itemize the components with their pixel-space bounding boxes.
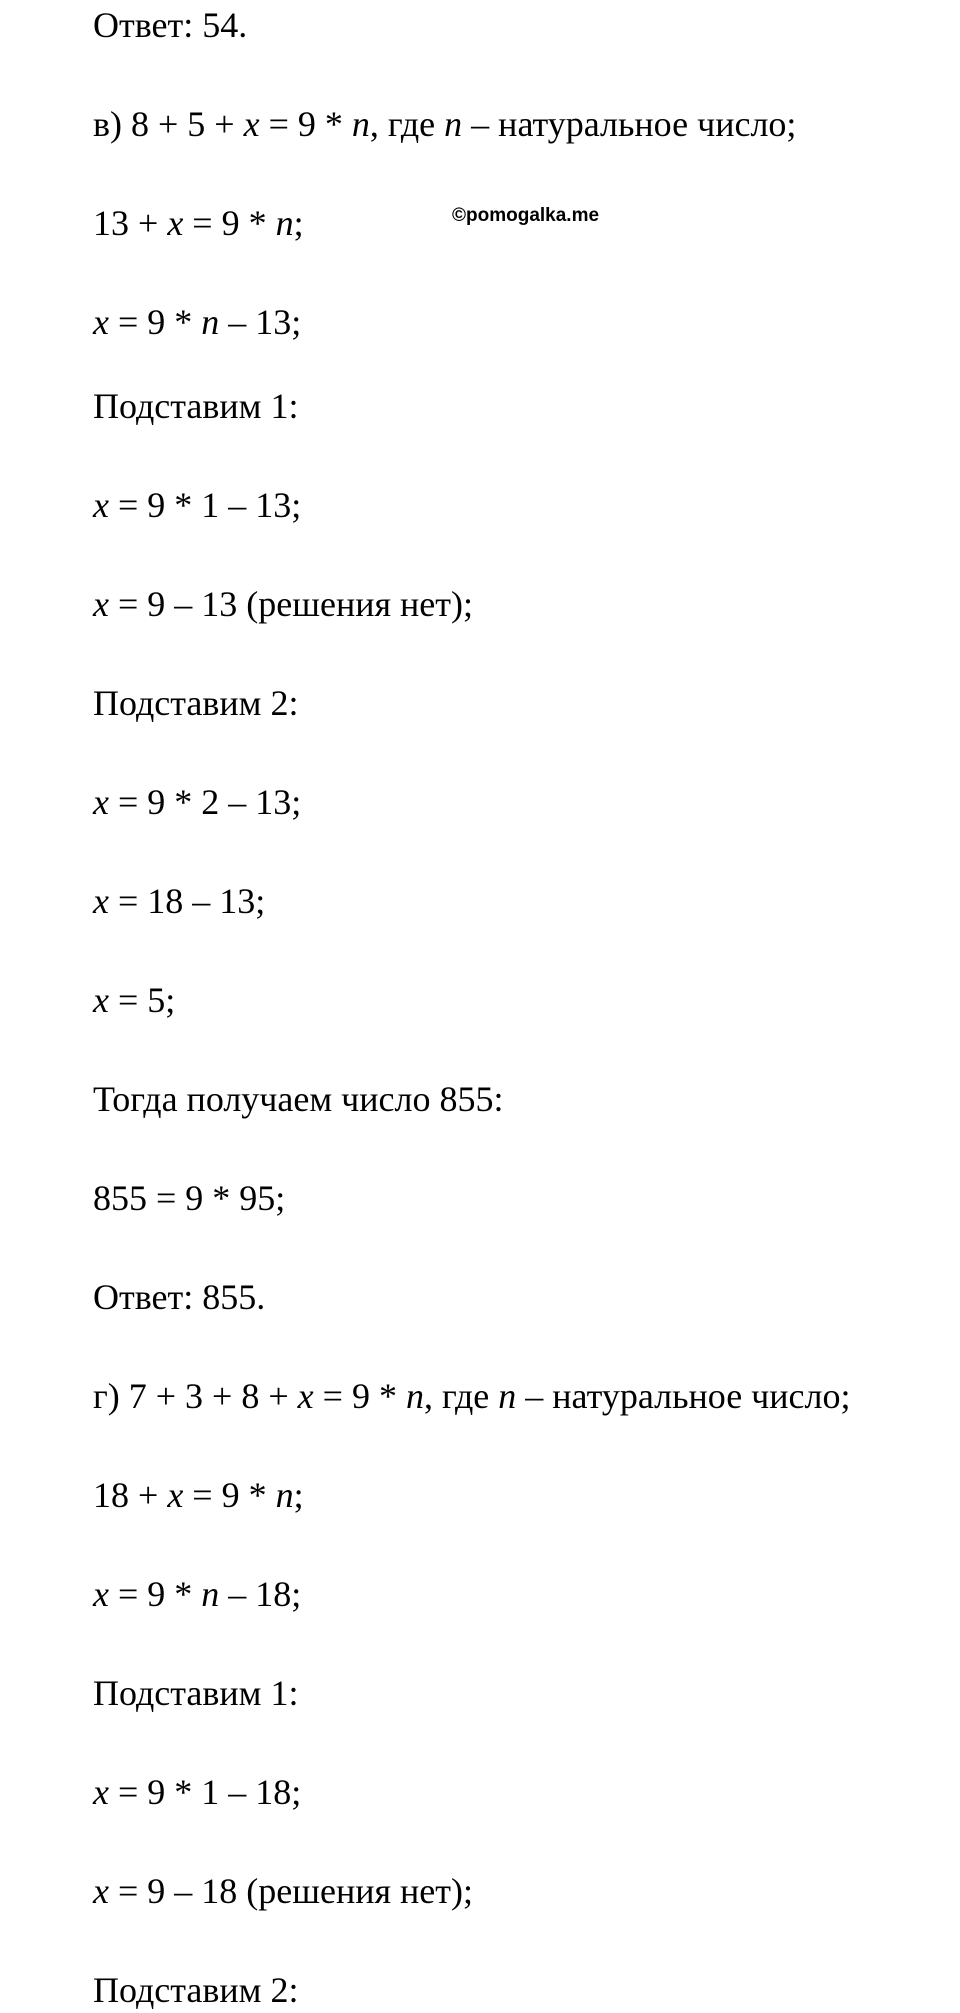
equation-line: x = 9 * 1 – 18; <box>93 1772 302 1812</box>
equation-line: 13 + x = 9 * n; <box>93 203 304 243</box>
answer-54-line: Ответ: 54. <box>93 5 248 45</box>
answer-855-line: Ответ: 855. <box>93 1277 266 1317</box>
substitute-2-line: Подставим 2: <box>93 683 299 723</box>
problem-g-statement: г) 7 + 3 + 8 + x = 9 * n, где n – натуральное число; <box>93 1376 851 1416</box>
problem-v-statement: в) 8 + 5 + x = 9 * n, где n – натуральное число; <box>93 104 797 144</box>
watermark: ©pomogalka.me <box>452 205 600 226</box>
equation-line: x = 18 – 13; <box>93 881 266 921</box>
equation-line: x = 9 * n – 18; <box>93 1574 302 1614</box>
equation-line: x = 9 * 1 – 13; <box>93 485 302 525</box>
equation-line: x = 9 * n – 13; <box>93 302 302 342</box>
substitute-1-line: Подставим 1: <box>93 386 299 426</box>
check-line: 855 = 9 * 95; <box>93 1178 286 1218</box>
no-solution-line: x = 9 – 18 (решения нет); <box>93 1871 474 1911</box>
equation-line: x = 5; <box>93 980 176 1020</box>
substitute-2-line: Подставим 2: <box>93 1970 299 2010</box>
equation-line: 18 + x = 9 * n; <box>93 1475 304 1515</box>
equation-line: x = 9 * 2 – 13; <box>93 782 302 822</box>
result-number-line: Тогда получаем число 855: <box>93 1079 504 1119</box>
no-solution-line: x = 9 – 13 (решения нет); <box>93 584 474 624</box>
substitute-1-line: Подставим 1: <box>93 1673 299 1713</box>
